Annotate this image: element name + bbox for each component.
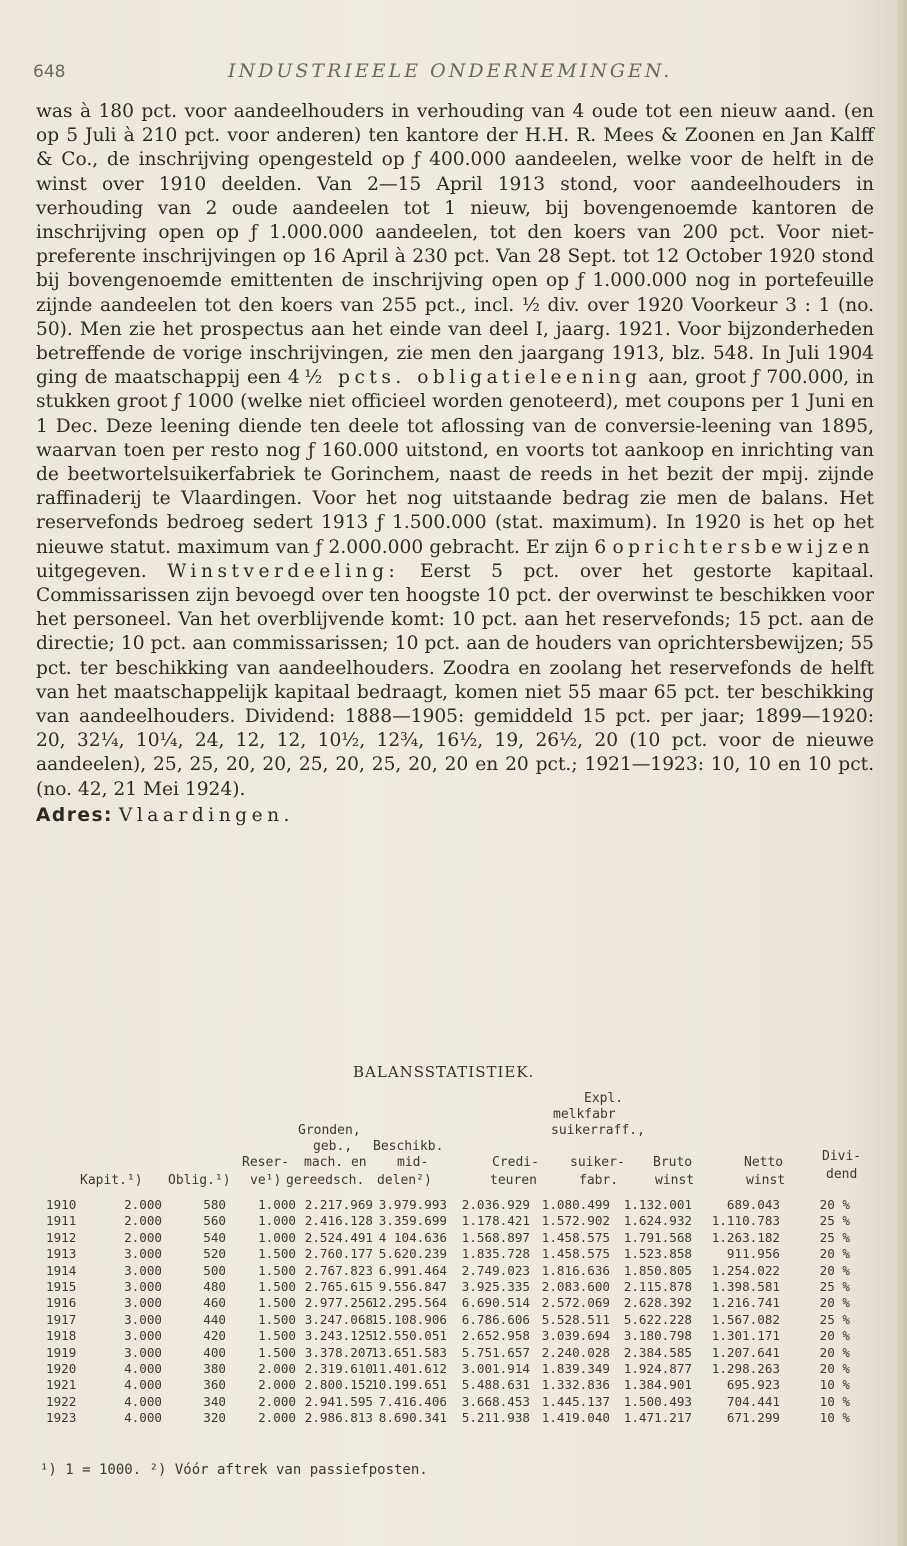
crediteuren-cell: 5.488.631 [461,1377,530,1393]
dividend-cell: 25 % [819,1278,850,1294]
crediteuren-cell: 5.211.938 [461,1410,530,1426]
exploitatie-cell: 5.528.511 [541,1311,610,1327]
obligaties-cell: 520 [203,1246,226,1262]
kapitaal-cell: 3.000 [124,1344,162,1360]
netto-winst-cell: 1.301.171 [711,1328,780,1344]
kapitaal-cell: 3.000 [124,1328,162,1344]
beschikbare-middelen-cell: 12.550.051 [371,1328,447,1344]
header-bruto: Bruto [653,1155,693,1170]
table-row [0,1410,907,1426]
dividend-cell: 25 % [819,1229,850,1245]
dividend-cell: 20 % [819,1328,850,1344]
crediteuren-cell: 2.749.023 [461,1262,530,1278]
table-row [0,1394,907,1410]
dividend-cell: 25 % [819,1213,850,1229]
bruto-winst-cell: 2.115.878 [623,1278,692,1294]
year-cell: 1922 [46,1393,77,1409]
netto-winst-cell: 911.956 [726,1246,780,1262]
gronden-cell: 2.416.128 [304,1213,373,1229]
exploitatie-cell: 1.458.575 [541,1246,610,1262]
kapitaal-cell: 4.000 [124,1393,162,1409]
exploitatie-cell: 2.240.028 [541,1344,610,1360]
year-cell: 1921 [46,1377,77,1393]
crediteuren-cell: 1.568.897 [461,1229,530,1245]
kapitaal-cell: 2.000 [124,1213,162,1229]
header-gronden: Gronden, [298,1123,361,1138]
year-cell: 1910 [46,1197,77,1212]
gronden-cell: 2.760.177 [304,1246,373,1262]
exploitatie-cell: 1.419.040 [541,1410,610,1426]
header-expl: fabr. [579,1173,619,1188]
dividend-cell: 20 % [819,1246,850,1262]
netto-winst-cell: 1.254.022 [711,1262,780,1278]
kapitaal-cell: 4.000 [124,1360,162,1376]
crediteuren-cell: 6.690.514 [461,1295,530,1311]
bruto-winst-cell: 1.523.858 [623,1246,692,1262]
address-line [36,804,874,828]
header-crediteuren: teuren [490,1173,537,1188]
obligaties-cell: 340 [203,1393,226,1409]
dividend-cell: 20 % [819,1295,850,1311]
crediteuren-cell: 3.925.335 [461,1278,530,1294]
beschikbare-middelen-cell: 3.979.993 [378,1197,447,1212]
kapitaal-cell: 3.000 [124,1262,162,1278]
netto-winst-cell: 1.216.741 [711,1295,780,1311]
beschikbare-middelen-cell: 3.359.699 [378,1213,447,1229]
kapitaal-cell: 4.000 [124,1377,162,1393]
bruto-winst-cell: 1.500.493 [623,1393,692,1409]
table-row [0,1361,907,1377]
netto-winst-cell: 689.043 [726,1197,780,1212]
crediteuren-cell: 2.036.929 [461,1197,530,1212]
kapitaal-cell: 2.000 [124,1197,162,1212]
gronden-cell: 2.800.152 [304,1377,373,1393]
dividend-cell: 20 % [819,1360,850,1376]
oprichtersbewijzen-term: oprichtersbewijzen [612,536,874,558]
table-row [0,1246,907,1262]
obligaties-cell: 500 [203,1262,226,1278]
obligaties-cell: 320 [203,1410,226,1426]
obligaties-cell: 560 [203,1213,226,1229]
table-row [0,1197,907,1213]
header-gronden: mach. en [304,1155,367,1170]
kapitaal-cell: 3.000 [124,1278,162,1294]
exploitatie-cell: 1.572.902 [541,1213,610,1229]
beschikbare-middelen-cell: 9.556.847 [378,1278,447,1294]
reserve-cell: 1.500 [258,1278,296,1294]
header-expl: melkfabr [553,1107,616,1122]
header-gronden: geb., [313,1139,353,1154]
netto-winst-cell: 671.299 [726,1410,780,1426]
crediteuren-cell: 1.178.421 [461,1213,530,1229]
kapitaal-cell: 2.000 [124,1229,162,1245]
beschikbare-middelen-cell: 5.620.239 [378,1246,447,1262]
reserve-cell: 1.000 [258,1197,296,1212]
text-part-3: uitgegeven. [36,560,168,582]
netto-winst-cell: 1.110.783 [711,1213,780,1229]
table-row [0,1263,907,1279]
header-crediteuren: Credi- [492,1155,539,1170]
page-number: 648 [33,62,66,82]
obligaties-cell: 400 [203,1344,226,1360]
running-title: INDUSTRIEELE ONDERNEMINGEN. [228,60,673,82]
exploitatie-cell: 1.445.137 [541,1393,610,1409]
exploitatie-cell: 1.839.349 [541,1360,610,1376]
header-dividend: Divi- [822,1149,862,1164]
year-cell: 1918 [46,1328,77,1344]
reserve-cell: 2.000 [258,1410,296,1426]
gronden-cell: 2.941.595 [304,1393,373,1409]
bruto-winst-cell: 1.471.217 [623,1410,692,1426]
header-obligaties: Oblig.¹) [168,1173,231,1188]
obligaties-cell: 460 [203,1295,226,1311]
book-spine-shadow [897,0,907,1546]
year-cell: 1917 [46,1311,77,1327]
exploitatie-cell: 2.083.600 [541,1278,610,1294]
header-beschikb: delen²) [377,1173,432,1188]
header-netto: winst [746,1173,786,1188]
header-reserve: Reser- [242,1155,289,1170]
header-expl: suiker- [570,1155,625,1170]
kapitaal-cell: 3.000 [124,1311,162,1327]
gronden-cell: 2.977.256 [304,1295,373,1311]
gronden-cell: 2.765.615 [304,1278,373,1294]
beschikbare-middelen-cell: 6.991.464 [378,1262,447,1278]
year-cell: 1920 [46,1360,77,1376]
reserve-cell: 1.500 [258,1344,296,1360]
year-cell: 1915 [46,1278,77,1294]
header-netto: Netto [744,1155,784,1170]
reserve-cell: 1.000 [258,1229,296,1245]
table-body [0,1197,907,1426]
dividend-cell: 10 % [819,1393,850,1409]
winstverdeeling-term: Winstverdeeling: [167,560,400,582]
netto-winst-cell: 1.298.263 [711,1360,780,1376]
exploitatie-cell: 2.572.069 [541,1295,610,1311]
gronden-cell: 2.217.969 [304,1197,373,1212]
bruto-winst-cell: 1.132.001 [623,1197,692,1212]
reserve-cell: 1.500 [258,1246,296,1262]
crediteuren-cell: 5.751.657 [461,1344,530,1360]
netto-winst-cell: 1.263.182 [711,1229,780,1245]
table-footnote: ¹) 1 = 1000. ²) Vóór aftrek van passiefposten. [40,1462,428,1478]
netto-winst-cell: 704.441 [726,1393,780,1409]
table-row [0,1295,907,1311]
obligatieleening-term: 4½ pcts. obligatieleening [287,367,642,389]
dividend-cell: 10 % [819,1410,850,1426]
header-gronden: gereedsch. [286,1173,365,1188]
netto-winst-cell: 1.398.581 [711,1278,780,1294]
obligaties-cell: 540 [203,1229,226,1245]
crediteuren-cell: 1.835.728 [461,1246,530,1262]
gronden-cell: 3.247.068 [304,1311,373,1327]
gronden-cell: 2.767.823 [304,1262,373,1278]
year-cell: 1923 [46,1410,77,1426]
table-row [0,1213,907,1229]
reserve-cell: 1.000 [258,1213,296,1229]
gronden-cell: 3.243.125 [304,1328,373,1344]
kapitaal-cell: 3.000 [124,1295,162,1311]
reserve-cell: 2.000 [258,1377,296,1393]
obligaties-cell: 380 [203,1360,226,1376]
bruto-winst-cell: 1.791.568 [623,1229,692,1245]
reserve-cell: 1.500 [258,1328,296,1344]
year-cell: 1912 [46,1229,77,1245]
exploitatie-cell: 1.080.499 [541,1197,610,1212]
reserve-cell: 1.500 [258,1295,296,1311]
address-label: Adres: [36,804,113,826]
table-row [0,1279,907,1295]
text-part-2: aan, groot ƒ 700.000, in stukken groot ƒ 1000 (welke niet officieel worden genoteerd), met coupons per 1 Juni en 1 Dec. Deze leening diende ten deele tot aflossing van de conversie-leening van 1895, waarvan toen per resto nog ƒ 160.000 uitstond, en voorts tot aankoop en inrichting van de beetwortelsuikerfabriek te Gorinchem, naast de reeds in het bezit der mpij. zijnde raffinaderij te Vlaardingen. Voor het nog uitstaande bedrag zie men de balans. Het reservefonds bedroeg sedert 1913 ƒ 1.500.000 (stat. maximum). In 1920 is het op het nieuwe statut. maximum van ƒ 2.000.000 gebracht. Er zijn 6 [36,367,874,558]
crediteuren-cell: 3.668.453 [461,1393,530,1409]
header-beschikb: mid- [397,1155,429,1170]
kapitaal-cell: 3.000 [124,1246,162,1262]
address-value: Vlaardingen. [118,804,294,826]
header-dividend: dend [826,1167,858,1182]
beschikbare-middelen-cell: 13.651.583 [371,1344,447,1360]
year-cell: 1916 [46,1295,77,1311]
year-cell: 1911 [46,1213,77,1229]
obligaties-cell: 480 [203,1278,226,1294]
table-row [0,1328,907,1344]
text-part-1: was à 180 pct. voor aandeelhouders in verhouding van 4 oude tot een nieuw aand. (en op 5 Juli à 210 pct. voor anderen) ten kantore der H.H. R. Mees & Zoonen en Jan Kalff & Co., de inschrijving opengesteld op ƒ 400.000 aandeelen, welke voor de helft in de winst over 1910 deelden. Van 2—15 April 1913 stond, voor aandeelhouders in verhouding van 2 oude aandeelen tot 1 nieuw, bij bovengenoemde kantoren de inschrijving open op ƒ 1.000.000 aandeelen, tot den koers van 200 pct. Voor niet-preferente inschrijvingen op 16 April à 230 pct. Van 28 Sept. tot 12 October 1920 stond bij bovengenoemde emittenten de inschrijving open op ƒ 1.000.000 nog in portefeuille zijnde aandeelen tot den koers van 255 pct., incl. ½ div. over 1920 Voorkeur 3 : 1 (no. 50). Men zie het prospectus aan het einde van deel I, jaarg. 1921. Voor bijzonderheden betreffende de vorige inschrijvingen, zie men den jaargang 1913, blz. 548. In Juli 1904 ging de maatschappij een [36,101,874,389]
header-bruto: winst [655,1173,695,1188]
kapitaal-cell: 4.000 [124,1410,162,1426]
company-description [36,100,874,828]
obligaties-cell: 360 [203,1377,226,1393]
year-cell: 1914 [46,1262,77,1278]
crediteuren-cell: 6.786.606 [461,1311,530,1327]
header-kapitaal: Kapit.¹) [80,1173,143,1188]
gronden-cell: 3.378.207 [304,1344,373,1360]
gronden-cell: 2.986.813 [304,1410,373,1426]
exploitatie-cell: 1.816.636 [541,1262,610,1278]
reserve-cell: 2.000 [258,1393,296,1409]
bruto-winst-cell: 2.384.585 [623,1344,692,1360]
bruto-winst-cell: 1.624.932 [623,1213,692,1229]
exploitatie-cell: 1.332.836 [541,1377,610,1393]
page-header [33,58,873,88]
dividend-cell: 20 % [819,1262,850,1278]
beschikbare-middelen-cell: 11.401.612 [371,1360,447,1376]
bruto-winst-cell: 1.384.901 [623,1377,692,1393]
dividend-cell: 10 % [819,1377,850,1393]
crediteuren-cell: 3.001.914 [461,1360,530,1376]
obligaties-cell: 440 [203,1311,226,1327]
balance-statistics-title: BALANSSTATISTIEK. [353,1063,535,1081]
header-expl: suikerraff., [551,1123,645,1138]
table-row [0,1230,907,1246]
beschikbare-middelen-cell: 8.690.341 [378,1410,447,1426]
exploitatie-cell: 3.039.694 [541,1328,610,1344]
reserve-cell: 1.500 [258,1311,296,1327]
beschikbare-middelen-cell: 12.295.564 [371,1295,447,1311]
balance-statistics-table [0,1085,907,1485]
table-row [0,1312,907,1328]
bruto-winst-cell: 5.622.228 [623,1311,692,1327]
dividend-cell: 20 % [819,1344,850,1360]
netto-winst-cell: 1.567.082 [711,1311,780,1327]
header-reserve: ve¹) [250,1173,282,1188]
bruto-winst-cell: 1.924.877 [623,1360,692,1376]
obligaties-cell: 580 [203,1197,226,1212]
text-part-4: Eerst 5 pct. over het gestorte kapitaal. Commissarissen zijn bevoegd over ten hoogste 10 pct. der overwinst te beschikken voor het personeel. Van het overblijvende komt: 10 pct. aan het reservefonds; 15 pct. aan de directie; 10 pct. aan commissarissen; 10 pct. aan de houders van oprichtersbewijzen; 55 pct. ter beschikking van aandeelhouders. Zoodra en zoolang het reservefonds de helft van het maatschappelijk kapitaal bedraagt, komen niet 55 maar 65 pct. ter beschikking van aandeelhouders. Dividend: 1888—1905: gemiddeld 15 pct. per jaar; 1899—1920: 20, 32¼, 10¼, 24, 12, 12, 10½, 12¾, 16½, 19, 26½, 20 (10 pct. voor de nieuwe aandeelen), 25, 25, 20, 20, 25, 20, 25, 20, 20 en 20 pct.; 1921—1923: 10, 10 en 10 pct. (no. 42, 21 Mei 1924). [36,560,875,800]
dividend-cell: 25 % [819,1311,850,1327]
reserve-cell: 1.500 [258,1262,296,1278]
header-beschikb: Beschikb. [373,1139,444,1154]
beschikbare-middelen-cell: 15.108.906 [371,1311,447,1327]
description-paragraph [36,100,874,802]
bruto-winst-cell: 3.180.798 [623,1328,692,1344]
obligaties-cell: 420 [203,1328,226,1344]
dividend-cell: 20 % [819,1197,850,1212]
year-cell: 1913 [46,1246,77,1262]
beschikbare-middelen-cell: 7.416.406 [378,1393,447,1409]
crediteuren-cell: 2.652.958 [461,1328,530,1344]
table-row [0,1345,907,1361]
gronden-cell: 2.319.610 [304,1360,373,1376]
netto-winst-cell: 1.207.641 [711,1344,780,1360]
beschikbare-middelen-cell: 10.199.651 [371,1377,447,1393]
netto-winst-cell: 695.923 [726,1377,780,1393]
exploitatie-cell: 1.458.575 [541,1229,610,1245]
header-expl: Expl. [584,1091,624,1106]
bruto-winst-cell: 1.850.805 [623,1262,692,1278]
table-row [0,1377,907,1393]
bruto-winst-cell: 2.628.392 [623,1295,692,1311]
beschikbare-middelen-cell: 4 104.636 [378,1229,447,1245]
reserve-cell: 2.000 [258,1360,296,1376]
gronden-cell: 2.524.491 [304,1229,373,1245]
year-cell: 1919 [46,1344,77,1360]
